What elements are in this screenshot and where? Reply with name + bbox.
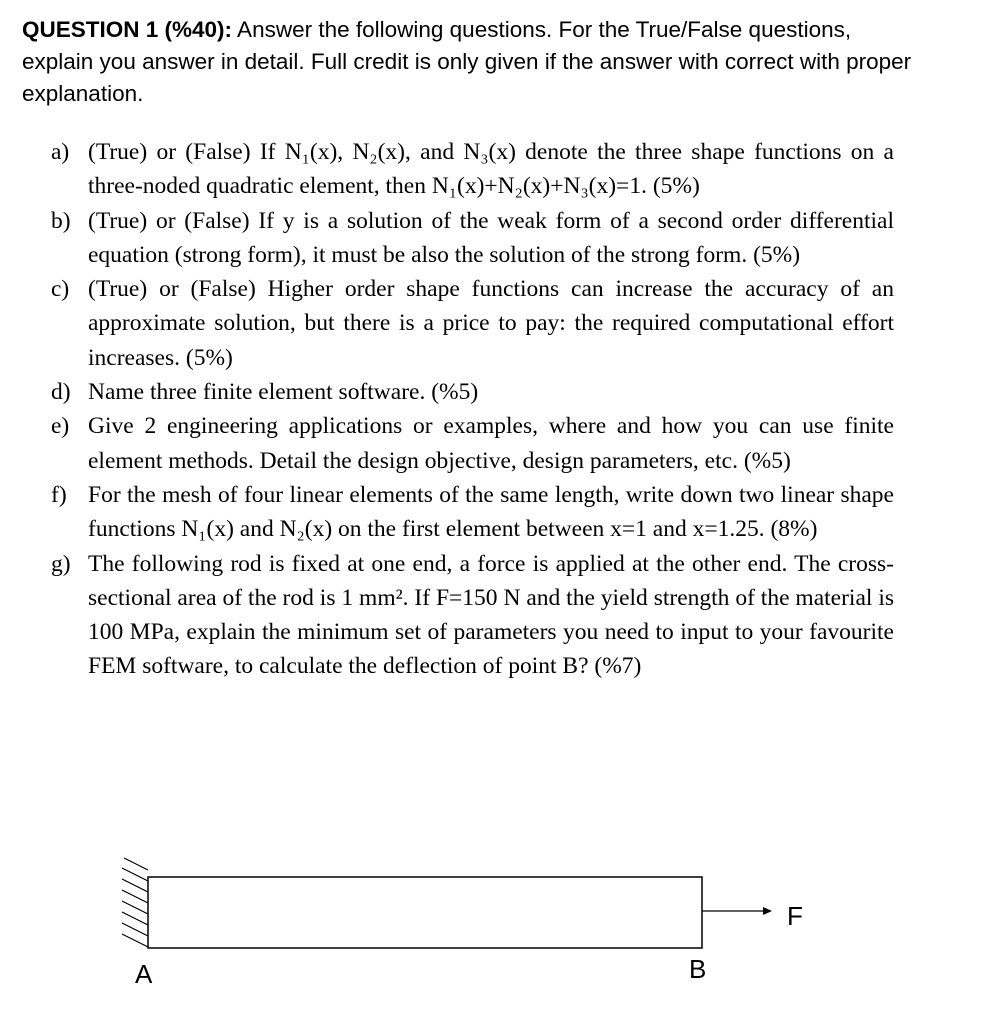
item-text: (True) or (False) If N₁(x), N₂(x), and N₃(x) denote the three shape functions on a three-noded quadratic element, then N₁(x)+N₂(x)+N₃(x)=1. (5%) [88, 139, 894, 200]
item-text: (True) or (False) If y is a solution of the weak form of a second order differential equation (strong form), it must be also the solution of the strong form. (5%) [88, 207, 894, 268]
question-item-g [0, 547, 894, 684]
item-marker: b) [51, 207, 71, 234]
item-text: (True) or (False) Higher order shape functions can increase the accuracy of an approximate solution, but there is a price to pay: the required computational effort increases. (5%) [88, 276, 894, 371]
label-point-b: B [689, 954, 707, 984]
item-text: For the mesh of four linear elements of the same length, write down two linear shape functions N₁(x) and N₂(x) on the first element between x=1 and x=1.25. (8%) [88, 481, 894, 543]
question-item-c [0, 272, 894, 375]
item-marker: e) [51, 413, 70, 440]
rod-body [148, 877, 702, 948]
item-marker: g) [51, 550, 71, 577]
item-marker: f) [51, 481, 67, 508]
question-item-b [0, 204, 894, 273]
question-label: QUESTION 1 (%40): [22, 17, 233, 42]
question-item-f [0, 478, 894, 547]
item-marker: c) [51, 276, 70, 303]
item-text: The following rod is fixed at one end, a force is applied at the other end. The cross-sectional area of the rod is 1 mm². If F=150 N and the yield strength of the material is 100 MPa, explain the minimum set of parameters you need to input to your favourite FEM software, to calculate the deflection of point B? (%7) [88, 550, 894, 680]
force-arrow-head [763, 907, 772, 915]
item-text: Give 2 engineering applications or examples, where and how you can use finite element methods. Detail the design objective, design parameters, etc. (%5) [88, 413, 894, 474]
item-marker: d) [51, 379, 71, 406]
fixed-support-hatching [122, 858, 148, 947]
label-point-a: A [135, 959, 153, 989]
item-text: Name three finite element software. (%5) [88, 379, 479, 406]
label-force-f: F [787, 901, 803, 931]
question-item-a [0, 135, 894, 204]
item-marker: a) [51, 139, 70, 165]
question-instructions: Answer the following questions. For the True/False questions, explain you answer in detail. Full credit is only given if the answer with correct with proper explanation. [22, 17, 912, 106]
rod-diagram [0, 850, 982, 1020]
question-item-d [0, 375, 894, 409]
question-item-e [0, 409, 894, 478]
question-header [22, 14, 922, 110]
question-items-list [0, 135, 982, 684]
